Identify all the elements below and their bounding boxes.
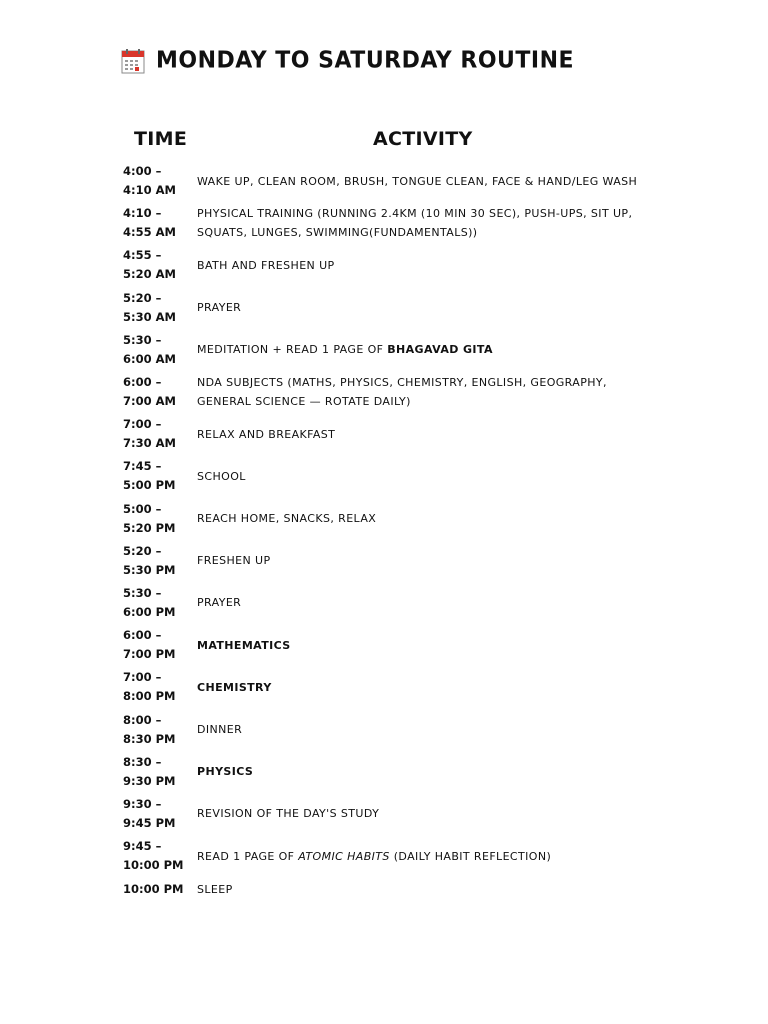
- column-header-time: TIME: [134, 128, 188, 150]
- bhagavad-gita-text: BHAGAVAD GITA: [387, 343, 493, 357]
- activity-cell: MEDITATION + READ 1 PAGE OF BHAGAVAD GITA: [197, 343, 493, 357]
- time-cell: 7:45 – 5:00 PM: [123, 459, 176, 493]
- table-row: [123, 624, 653, 666]
- time-cell: 9:45 – 10:00 PM: [123, 839, 184, 873]
- activity-cell: SLEEP: [197, 882, 233, 896]
- activity-cell: RELAX AND BREAKFAST: [197, 427, 336, 441]
- activity-cell: REVISION OF THE DAY'S STUDY: [197, 807, 380, 821]
- routine-table: [123, 160, 653, 901]
- table-row: [123, 666, 653, 708]
- table-row: [123, 287, 653, 329]
- time-cell: 5:30 – 6:00 PM: [123, 585, 176, 619]
- table-row: [123, 498, 653, 540]
- table-row: [123, 413, 653, 455]
- time-cell: 10:00 PM: [123, 881, 184, 896]
- activity-cell: FRESHEN UP: [197, 554, 271, 568]
- activity-cell: PRAYER: [197, 301, 242, 315]
- table-row: [123, 751, 653, 793]
- table-row: [123, 244, 653, 286]
- calendar-icon: [121, 48, 145, 74]
- table-row: [123, 371, 653, 413]
- table-row: [123, 329, 653, 371]
- activity-cell: WAKE UP, CLEAN ROOM, BRUSH, TONGUE CLEAN, FACE & HAND/LEG WASH: [197, 174, 638, 188]
- time-cell: 6:00 – 7:00 AM: [123, 375, 176, 409]
- time-cell: 5:00 – 5:20 PM: [123, 501, 176, 535]
- time-cell: 4:10 – 4:55 AM: [123, 206, 176, 240]
- time-cell: 9:30 – 9:45 PM: [123, 796, 176, 830]
- activity-cell: CHEMISTRY: [197, 680, 272, 694]
- time-cell: 5:30 – 6:00 AM: [123, 332, 176, 366]
- table-row: [123, 877, 653, 901]
- atomic-habits-text: ATOMIC HABITS: [298, 849, 390, 863]
- table-row: [123, 793, 653, 835]
- column-header-activity: ACTIVITY: [373, 128, 473, 150]
- activity-cell: PHYSICAL TRAINING (RUNNING 2.4KM (10 MIN 30 SEC), PUSH-UPS, SIT UP, SQUATS, LUNGES, SWIMMING(FUNDAMENTALS)): [197, 207, 633, 240]
- table-row: [123, 540, 653, 582]
- activity-cell: READ 1 PAGE OF ATOMIC HABITS (DAILY HABIT REFLECTION): [197, 849, 552, 863]
- table-row: [123, 160, 653, 202]
- table-row: [123, 582, 653, 624]
- activity-cell: BATH AND FRESHEN UP: [197, 258, 335, 272]
- activity-cell: PRAYER: [197, 596, 242, 610]
- activity-cell: REACH HOME, SNACKS, RELAX: [197, 512, 377, 526]
- time-cell: 8:00 – 8:30 PM: [123, 712, 176, 746]
- activity-cell: DINNER: [197, 723, 243, 737]
- activity-cell: MATHEMATICS: [197, 638, 291, 652]
- page-title: MONDAY TO SATURDAY ROUTINE: [156, 47, 575, 74]
- table-row: [123, 202, 653, 244]
- time-cell: 5:20 – 5:30 AM: [123, 290, 176, 324]
- activity-cell: PHYSICS: [197, 765, 254, 779]
- time-cell: 4:00 – 4:10 AM: [123, 164, 176, 198]
- table-row: [123, 455, 653, 497]
- time-cell: 7:00 – 7:30 AM: [123, 417, 176, 451]
- title-row: [121, 48, 574, 74]
- time-cell: 5:20 – 5:30 PM: [123, 543, 176, 577]
- time-cell: 8:30 – 9:30 PM: [123, 754, 176, 788]
- table-row: [123, 708, 653, 750]
- table-row: [123, 835, 653, 877]
- time-cell: 4:55 – 5:20 AM: [123, 248, 176, 282]
- activity-cell: SCHOOL: [197, 469, 246, 483]
- time-cell: 6:00 – 7:00 PM: [123, 628, 176, 662]
- activity-cell: NDA SUBJECTS (MATHS, PHYSICS, CHEMISTRY, ENGLISH, GEOGRAPHY, GENERAL SCIENCE — ROTATE DAILY): [197, 376, 607, 409]
- time-cell: 7:00 – 8:00 PM: [123, 670, 176, 704]
